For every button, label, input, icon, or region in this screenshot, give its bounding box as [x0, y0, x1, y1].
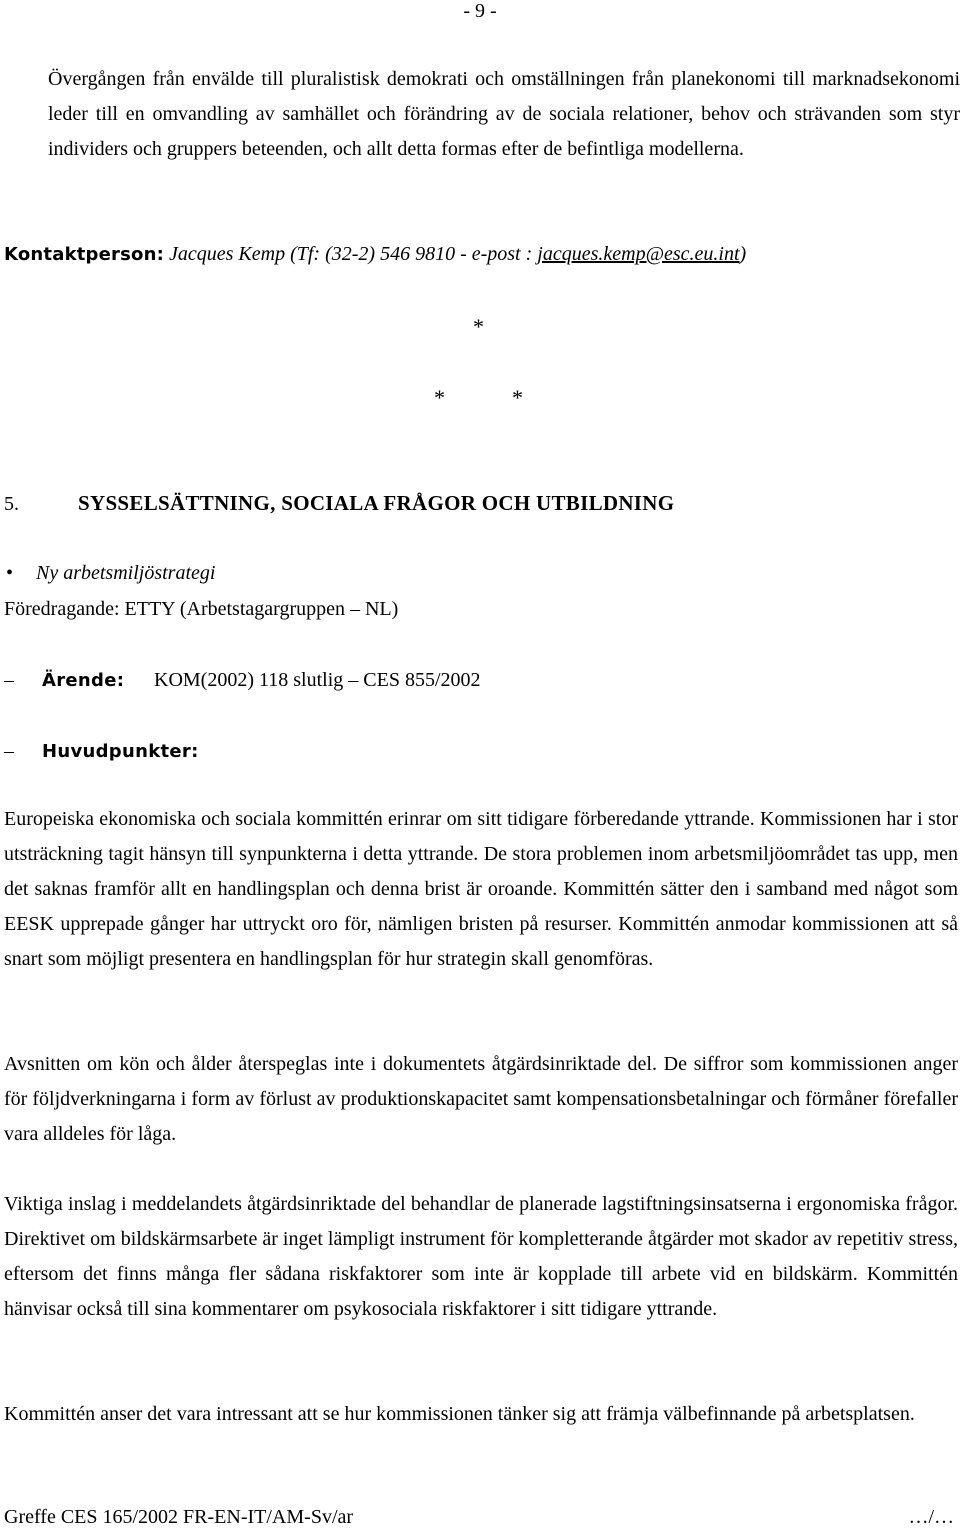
contact-email-link[interactable]: jacques.kemp@esc.eu.int [537, 243, 740, 265]
separator-star-top: * [473, 314, 484, 339]
bullet-icon: • [6, 562, 14, 584]
contact-line [4, 237, 960, 272]
dash-icon: – [4, 669, 14, 691]
separator-star-left: * [434, 385, 445, 410]
section-title: SYSSELSÄTTNING, SOCIALA FRÅGOR OCH UTBILDNING [78, 491, 675, 515]
body-paragraph: Viktiga inslag i meddelandets åtgärdsinriktade del behandlar de planerade lagstiftningsinsatserna i ergonomiska frågor. Direktivet om bildskärmsarbete är inget lämpligt instrument för kompletterande åtgärder mot skador av repetitiv stress, eftersom det finns många fler sådana riskfaktorer som inte är kopplade till arbete vid en bildskärm. Kommittén hänvisar också till sina kommentarer om psykosociala riskfaktorer i sitt tidigare yttrande. [4, 1193, 958, 1320]
subject-line [4, 663, 481, 698]
contact-label: Kontaktperson: [4, 244, 165, 265]
footer-reference: Greffe CES 165/2002 FR-EN-IT/AM-Sv/ar [4, 1506, 354, 1528]
contact-closing: ) [739, 243, 747, 265]
body-paragraph: Avsnitten om kön och ålder återspeglas inte i dokumentets åtgärdsinriktade del. De siffror som kommissionen anger för följdverkningarna i form av förlust av produktionskapacitet samt kompensationsbetalningar och förmåner förefaller vara alldeles för låga. [4, 1053, 958, 1145]
intro-paragraph: Övergången från envälde till pluralistisk demokrati och omställningen från planekonomi till marknadsekonomi leder till en omvandling av samhället och förändring av de sociala relationer, behov och strävanden som styr individers och gruppers beteenden, och allt detta formas efter de befintliga modellerna. [48, 68, 960, 160]
section-heading [4, 486, 674, 522]
contact-details: Jacques Kemp (Tf: (32-2) 546 9810 - e-post : [169, 243, 538, 265]
footer-continuation: …/… [908, 1506, 954, 1528]
section-number: 5. [4, 493, 19, 515]
item-title-line [4, 556, 215, 591]
page-number: - 9 - [463, 0, 497, 22]
keypoints-line [4, 734, 199, 769]
subject-value: KOM(2002) 118 slutlig – CES 855/2002 [154, 669, 481, 691]
rapporteur-line: Föredragande: ETTY (Arbetstagargruppen – NL) [4, 598, 399, 620]
body-paragraph: Europeiska ekonomiska och sociala kommittén erinrar om sitt tidigare förberedande yttrande. Kommissionen har i stor utsträckning tagit hänsyn till synpunkterna i detta yttrande. De stora problemen inom arbetsmiljöområdet tas upp, men det saknas framför allt en handlingsplan och denna brist är oroande. Kommittén sätter den i samband med något som EESK upprepade gånger har uttryckt oro för, nämligen bristen på resurser. Kommittén anmodar kommissionen att så snart som möjligt presentera en handlingsplan för hur strategin skall genomföras. [4, 808, 958, 970]
keypoints-label: Huvudpunkter: [42, 741, 199, 762]
separator-star-right: * [512, 385, 523, 410]
body-paragraph: Kommittén anser det vara intressant att se hur kommissionen tänker sig att främja välbefinnande på arbetsplatsen. [4, 1403, 915, 1425]
item-title: Ny arbetsmiljöstrategi [36, 562, 216, 584]
dash-icon: – [4, 740, 14, 762]
subject-label: Ärende: [42, 670, 125, 691]
